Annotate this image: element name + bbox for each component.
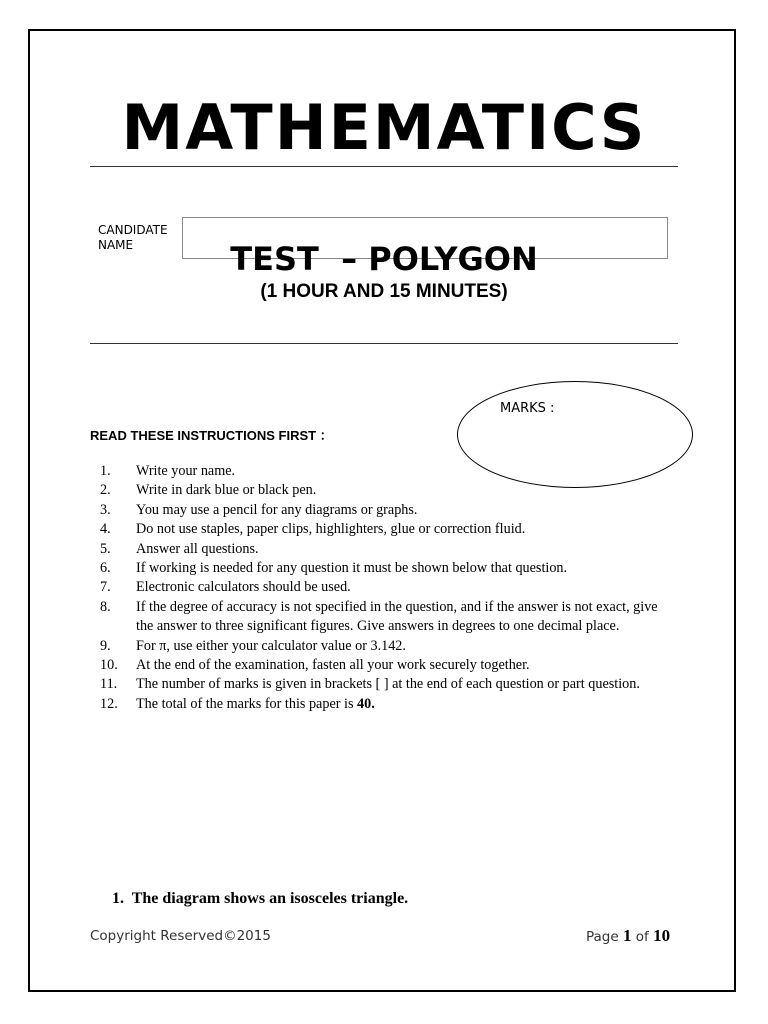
test-duration: (1 HOUR AND 15 MINUTES) bbox=[260, 281, 508, 302]
total-marks-value: 40. bbox=[357, 695, 375, 712]
instruction-item: 2. Write in dark blue or black pen. bbox=[100, 482, 317, 499]
marks-label: MARKS : bbox=[500, 401, 555, 416]
instruction-item: 10. At the end of the examination, fasten all your work securely together. bbox=[100, 657, 530, 674]
page-title: MATHEMATICS bbox=[121, 91, 647, 164]
instruction-item: 7. Electronic calculators should be used. bbox=[100, 579, 351, 596]
instruction-item: 8. If the degree of accuracy is not specified in the question, and if the answer is not exact, give the answer to three significant figures. Give answers in degrees to one decimal place. bbox=[100, 598, 658, 635]
instruction-item: 1. Write your name. bbox=[100, 463, 236, 479]
instruction-item: 12. The total of the marks for this paper is 40. bbox=[100, 695, 375, 712]
page-number: Page 1 of 10 bbox=[586, 926, 671, 945]
instruction-item: 4. Do not use staples, paper clips, highlighters, glue or correction fluid. bbox=[100, 521, 526, 538]
divider-middle bbox=[90, 343, 678, 344]
instruction-item: 11. The number of marks is given in brackets [ ] at the end of each question or part question. bbox=[100, 676, 640, 693]
instruction-item: 5. Answer all questions. bbox=[100, 540, 259, 557]
instruction-item: 6. If working is needed for any question it must be shown below that question. bbox=[100, 560, 568, 577]
divider-top bbox=[90, 166, 678, 167]
instruction-item: 9. For π, use either your calculator value or 3.142. bbox=[100, 637, 406, 654]
question-1 bbox=[112, 889, 408, 909]
copyright-text: Copyright Reserved©2015 bbox=[90, 928, 271, 944]
candidate-name-label: CANDIDATE NAME bbox=[98, 223, 168, 252]
question-number: 1. bbox=[112, 890, 124, 907]
instructions-heading: READ THESE INSTRUCTIONS FIRST ： bbox=[90, 428, 333, 443]
instructions-list bbox=[100, 462, 676, 714]
instruction-item: 3. You may use a pencil for any diagrams or graphs. bbox=[100, 501, 418, 518]
question-text: The diagram shows an isosceles triangle. bbox=[131, 890, 409, 907]
test-title: TEST – POLYGON bbox=[230, 240, 538, 278]
